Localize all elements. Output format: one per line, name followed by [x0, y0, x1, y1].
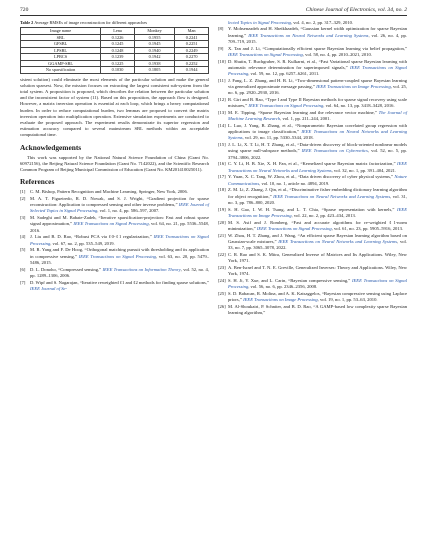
- reference-authors-title: J. Fang, L. Z. Zhang, and H. B. Li, “Two-dimensional pattern-coupled sparse Bayesian learning via generalized approximate message passing,”: [228, 77, 407, 89]
- table-cell: SBL: [21, 34, 101, 41]
- table-header-cell: Man: [175, 28, 209, 35]
- reference-number: [16]: [218, 161, 226, 167]
- reference-number: [17]: [218, 174, 226, 180]
- reference-details: , vol. 4, no. 2, pp. 317–329, 2010.: [290, 19, 354, 25]
- reference-venue-link[interactable]: IEEE Transactions on Signal Processing: [228, 64, 407, 76]
- reference-number: [24]: [218, 277, 226, 283]
- reference-authors-title: A. Ben-Israel and T. N. E. Greville,: [228, 264, 296, 270]
- reference-number: [25]: [218, 290, 226, 296]
- reference-details: Pattern Recognition and Machine Learning. Springer, New York, 2006.: [57, 189, 188, 195]
- reference-item: [218, 207, 407, 219]
- reference-number: [1]: [20, 189, 26, 195]
- table-cell: GGAMP-SBL: [21, 60, 101, 67]
- table-cell: 0.2251: [175, 41, 209, 48]
- reference-number: [26]: [218, 303, 226, 309]
- reference-authors-title: C. Y. Li, H. B. Xie, X. H. Fan, et al., “Kernelized sparse Bayesian matrix factorization,”: [228, 161, 398, 167]
- reference-venue-link[interactable]: IEEE Transactions on Image Processing: [243, 296, 318, 302]
- reference-item: [218, 291, 407, 303]
- references-list-left: [20, 189, 209, 292]
- reference-number: [22]: [218, 251, 226, 257]
- table-body: [21, 34, 209, 73]
- journal-title: Chinese Journal of Electronics, vol. 34, no. 2: [305, 6, 407, 13]
- reference-text: [228, 220, 407, 232]
- reference-authors-title: M. Sadeghi and M. Babaie-Zadeh, “Iterative sparsification-projection: Fast and robust sparse signal approximation,”: [30, 215, 209, 227]
- header-rule: [20, 15, 407, 16]
- reference-details: , vol. 67, no. 2, pp. 535–549, 2019.: [50, 240, 115, 246]
- reference-item: [218, 233, 407, 252]
- reference-text: [30, 215, 209, 234]
- table-cell: GFSBL: [21, 41, 101, 48]
- reference-authors-title: C. R. Rao and S. K. Mitra,: [228, 251, 282, 257]
- table-cell: 0.1938: [134, 60, 174, 67]
- reference-item: [218, 142, 407, 161]
- table-cell: 0.2249: [175, 47, 209, 54]
- reference-details: , vol. 56, no. 6, pp. 2346–2356, 2008.: [248, 283, 318, 289]
- reference-authors-title: J. L. Li, X. T. Li, H. T. Zhang, et al., “Data-driven discovery of block-oriented nonlinear models using sparse null-subspace methods,”: [228, 142, 407, 154]
- reference-text: [30, 189, 209, 195]
- reference-number: [8]: [218, 26, 224, 32]
- table-cell: 0.1805: [134, 67, 174, 74]
- reference-authors-title: C. M. Bishop,: [30, 189, 58, 195]
- reference-text: [228, 207, 407, 219]
- reference-venue-link[interactable]: The Journal of Machine Learning Research: [228, 109, 407, 122]
- reference-venue-link[interactable]: IEEE Transactions on Signal Processing: [228, 51, 303, 57]
- table-cell: 0.1226: [101, 34, 135, 41]
- body-paragraph: sistent solution) could eliminate the most elements of the particular solution and make the general solution sparsest. Now, the mission focuses on extracting the largest consistent sub-system from the total system. A proposition is proposed, which describes the relation between the particular solution and the inconsistent factor of system (11). Based on this proposition, the approach flow is designed. However, a matrix inversion operation is essential at each loop, which brings a heavy computational burden. In order to reduce computational burden, two lemmas are proposed to convert the matrix inversion operation into multiplication operation. Extensive simulation experiments are conducted to evaluate the proposed approach. The experiment results demonstrate its superior regression and estimation accuracy compared to several mainstream SBL methods within an acceptable computational time.: [20, 76, 209, 138]
- reference-venue-link[interactable]: IEEE Transactions on Neural Networks and Learning Systems: [278, 238, 398, 244]
- table-cell: 0.1030: [101, 67, 135, 74]
- rmse-table: [20, 27, 209, 74]
- table-cell: 0.2241: [175, 34, 209, 41]
- reference-item: [218, 20, 407, 26]
- table-row: [21, 67, 209, 74]
- reference-number: [19]: [218, 206, 226, 212]
- reference-number: [21]: [218, 232, 226, 238]
- left-column: [20, 20, 209, 317]
- reference-number: [23]: [218, 264, 226, 270]
- reference-number: [5]: [20, 247, 26, 253]
- reference-number: [2]: [20, 196, 26, 202]
- table-cell: 0.1940: [134, 47, 174, 54]
- reference-details: , vol. 32, no. 1, pp. 391–404, 2021.: [331, 167, 397, 173]
- reference-number: [11]: [218, 77, 226, 83]
- reference-item: [218, 265, 407, 277]
- running-header: [20, 5, 407, 14]
- table-cell: LPSBL: [21, 47, 101, 54]
- reference-text: [30, 267, 209, 279]
- reference-number: [15]: [218, 142, 226, 148]
- reference-venue-link[interactable]: IEEE Transactions on Signal Processing: [73, 221, 149, 227]
- reference-number: [6]: [20, 266, 26, 272]
- reference-details: , vol. 26, no. 4, pp. 709–719, 2015.: [228, 32, 407, 44]
- table-cell: 0.1239: [101, 54, 135, 61]
- reference-details: , vol. 52, no. 4, pp. 1289–1306, 2006.: [30, 266, 209, 278]
- reference-authors-title: Y. Mohsenzadeh and H. Sheikhzadeh, “Gaussian kernel width optimization for sparse Bayesian learning,”: [228, 26, 407, 38]
- reference-item: [218, 97, 407, 109]
- reference-number: [9]: [218, 45, 224, 51]
- reference-item: [20, 215, 209, 234]
- reference-text: [228, 278, 407, 290]
- reference-text: [228, 142, 407, 161]
- reference-details: , vol. 61, no. 23, pp. 5905–5916, 2013.: [331, 225, 404, 231]
- reference-item: [218, 161, 407, 173]
- reference-details: , vol. 22, no. 2, pp. 423–434, 2013.: [291, 212, 356, 218]
- reference-item: [20, 234, 209, 246]
- reference-details: , vol. 31, no. 3, pp. 786–800, 2020.: [228, 193, 408, 205]
- acknowledgements-text: This work was supported by the National Natural Science Foundation of China (Grant No. 60972156), the Beijing Natural Science Foundation (Grant No. 7142022), and the Scientific Research Common Program of Beijing Municipal Commission of Education (Grant No. KM201410025011).: [20, 154, 209, 173]
- reference-number: [20]: [218, 219, 226, 225]
- reference-item: [20, 247, 209, 266]
- table-cell: 0.1945: [134, 41, 174, 48]
- reference-item: [218, 123, 407, 142]
- reference-number: [218, 20, 228, 26]
- table-header-cell: Image name: [21, 28, 101, 35]
- table-cell: LPBCS: [21, 54, 101, 61]
- reference-item: [218, 187, 407, 206]
- reference-text: [30, 247, 209, 266]
- reference-details: , vol. 19, no. 1, pp. 53–63, 2010.: [317, 296, 378, 302]
- references-heading: References: [20, 177, 55, 187]
- reference-item: [20, 196, 209, 215]
- reference-venue-link[interactable]: IEEE Transactions on Neural Networks and Learning Systems: [228, 129, 408, 141]
- reference-number: [14]: [218, 122, 226, 128]
- reference-number: [3]: [20, 215, 26, 221]
- reference-authors-title: S. H. Gao, I. W. H. Tsang, and L. T. Chia, “Sparse representation with kernels,”: [228, 206, 398, 212]
- reference-number: [10]: [218, 58, 226, 64]
- table-cell: 0.1955: [134, 34, 174, 41]
- table-header-cell: Lena: [101, 28, 135, 35]
- reference-authors-title: S. H. Ji, Y. Xue, and L. Carin, “Bayesian compressive sensing,”: [228, 277, 352, 283]
- reference-authors-title: Z. M. Li, Z. Zhang, J. Qin, et al., “Discriminative fisher embedding dictionary learning algorithm for object recognition,”: [228, 187, 407, 199]
- reference-item: [20, 189, 209, 195]
- reference-authors-title: Y. Yuan, X. C. Tang, W. Zhou, et al., “Data driven discovery of cyber physical systems,”: [228, 174, 395, 180]
- reference-text: [30, 196, 209, 215]
- reference-item: [20, 280, 209, 292]
- reference-text: [228, 291, 407, 303]
- reference-venue-link[interactable]: IEEE Transactions on Signal Processing: [248, 103, 324, 109]
- reference-text: [228, 26, 407, 45]
- page-number: 720: [20, 6, 29, 13]
- table-cell: 0.2252: [175, 60, 209, 67]
- reference-venue-link[interactable]: IEEE Transactions on Neural Networks and Learning Systems: [248, 32, 369, 38]
- reference-venue-link[interactable]: IEEE Transactions on Information Theory: [102, 266, 181, 272]
- reference-text: [228, 233, 407, 252]
- reference-item: [218, 46, 407, 58]
- reference-text: [228, 161, 407, 173]
- reference-venue-link[interactable]: IEEE Transactions on Signal Processing: [228, 277, 407, 289]
- reference-authors-title: J. Liu and B. D. Rao, “Robust PCA via ℓ0-ℓ1 regularization,”: [30, 234, 154, 240]
- reference-venue-link[interactable]: Nature Communications: [228, 174, 407, 186]
- reference-venue-link[interactable]: IEEE Journal of Selected Topics in Signal Processing: [30, 202, 210, 214]
- reference-venue-link[interactable]: IEEE Transactions on Cybernetics: [301, 148, 368, 154]
- reference-number: [12]: [218, 96, 226, 102]
- reference-details: , vol. 10, no. 1, article no. 4894, 2019.: [259, 180, 330, 186]
- reference-authors-title: D. Shutin, T. Buchgraber, S. R. Kulkarni, et al., “Fast Variational sparse Bayesian learning with automatic relevance determination for superimposed signals,”: [228, 58, 407, 70]
- reference-details: , vol. 59, no. 12, pp. 6257–6261, 2011.: [248, 70, 320, 76]
- reference-details: , vol. 1, pp. 211–244, 2001.: [280, 116, 331, 122]
- table-cell: 0.1248: [101, 47, 135, 54]
- reference-details: , vol. 1, no. 4, pp. 586–597, 2007.: [97, 208, 160, 214]
- table-cell: 0.1944: [175, 67, 209, 74]
- table-cell: 0.2270: [175, 54, 209, 61]
- reference-authors-title: M. Al-Shoukairi, P. Schniter, and B. D. Rao, “A GAMP-based low complexity sparse Bayesian learning algorithm,”: [228, 303, 407, 315]
- reference-authors-title: X. Tan and J. Li, “Computationally efficient sparse Bayesian learning via belief propagation,”: [228, 45, 407, 51]
- reference-details: , vol. 63, no. 20, pp. 5479–5486, 2015.: [30, 253, 210, 265]
- table-cell: 0.1225: [101, 60, 135, 67]
- reference-text: [30, 234, 209, 246]
- table-cell: 0.1942: [134, 54, 174, 61]
- reference-venue-link[interactable]: IEEE Transactions on Neural Networks and Learning Systems: [228, 161, 407, 173]
- reference-text: [228, 304, 407, 316]
- reference-text: [228, 110, 407, 122]
- reference-details: Generalized Inverses: Theory and Applications. Wiley, New York, 1974.: [228, 264, 408, 276]
- reference-details: , vol. 29, no. 11, pp. 5330–5344, 2018.: [242, 135, 314, 141]
- reference-details: , vol. 64, no. 21, pp. 5536–5548, 2016.: [30, 221, 209, 233]
- two-column-body: [20, 20, 407, 317]
- reference-text: [228, 174, 407, 186]
- reference-authors-title: L. Luo, J. Yang, B. Zhang, et al., “Nonparametric Bayesian correlated group regression with applications to image classification,”: [228, 122, 407, 135]
- reference-number: [7]: [20, 279, 26, 285]
- reference-authors-title: M. E. Tipping, “Sparse Bayesian learning and the relevance vector machine,”: [228, 109, 379, 115]
- table-header-cell: Monkey: [134, 28, 174, 35]
- reference-authors-title: M. A. T. Figueiredo, R. D. Nowak, and S. J. Wright, “Gradient projection for sparse reconstruction: Application to compressed sensing and other inverse problems,”: [30, 196, 209, 208]
- reference-venue-link[interactable]: IEEE Journal of Se-: [30, 285, 68, 291]
- reference-venue-link[interactable]: lected Topics in Signal Processing: [228, 19, 291, 25]
- reference-venue-link[interactable]: IEEE Transactions on Signal Processing: [78, 253, 156, 259]
- reference-text: [228, 123, 407, 142]
- table-caption-text: Average RMSEs of image reconstruction for different approaches: [34, 19, 148, 25]
- reference-item: [218, 59, 407, 78]
- reference-text: [228, 78, 407, 97]
- table-cell: No sparsification: [21, 67, 101, 74]
- reference-authors-title: W. Zhou, H. T. Zhang, and J. Wang, “An efficient sparse Bayesian learning algorithm based on Gaussian-scale mixtures,”: [228, 232, 407, 244]
- reference-item: [218, 304, 407, 316]
- reference-number: [13]: [218, 109, 226, 115]
- reference-venue-link[interactable]: IEEE Transactions on Neural Networks and Learning Systems: [273, 193, 391, 199]
- reference-item: [218, 78, 407, 97]
- right-column: [218, 20, 407, 317]
- reference-text: [30, 280, 209, 292]
- reference-details: , vol. 58, no. 4, pp. 2010–2021, 2010.: [302, 51, 372, 57]
- reference-authors-title: D. L. Donoho, “Compressed sensing,”: [30, 266, 103, 272]
- reference-text: [228, 187, 407, 206]
- reference-details: Generalized Inverse of Matrices and Its Applications. Wiley, New York, 1971.: [228, 251, 407, 263]
- reference-number: [18]: [218, 187, 226, 193]
- reference-item: [20, 267, 209, 279]
- acknowledgements-heading: Acknowledgements: [20, 142, 82, 152]
- reference-details: , vol. 52, no. 5, pp. 3794–3806, 2022.: [228, 148, 407, 160]
- reference-venue-link[interactable]: IEEE Transactions on Image Processing: [316, 83, 391, 89]
- reference-venue-link[interactable]: IEEE Transactions on Signal Processing: [256, 225, 332, 231]
- table-caption: [20, 20, 209, 26]
- reference-authors-title: D. Wipf and S. Nagarajan, “Iterative reweighted ℓ1 and ℓ2 methods for finding sparse solutions,”: [30, 279, 209, 285]
- table-caption-label: Table 2: [20, 19, 34, 25]
- reference-item: [218, 110, 407, 122]
- reference-text: [228, 59, 407, 78]
- reference-details: , vol. 33, no. 7, pp. 3065–3078, 2022.: [228, 238, 407, 250]
- reference-authors-title: M. S. Asif and J. Romberg, “Fast and accurate algorithms for re-weighted ℓ1-norm minimization,”: [228, 219, 407, 231]
- reference-text: [228, 20, 407, 26]
- reference-details: , vol. 25, no. 6, pp. 2920–2930, 2016.: [228, 83, 407, 96]
- reference-item: [218, 26, 407, 45]
- reference-text: [228, 265, 407, 277]
- reference-venue-link[interactable]: IEEE Transactions on Image Processing: [228, 206, 407, 218]
- reference-text: [228, 97, 407, 109]
- references-list-right: [218, 20, 407, 317]
- reference-authors-title: R. Giri and B. Rao, “Type I and Type II Bayesian methods for sparse signal recovery using scale mixtures,”: [228, 96, 407, 109]
- reference-item: [218, 220, 407, 232]
- table-cell: 0.1245: [101, 41, 135, 48]
- reference-item: [218, 278, 407, 290]
- reference-number: [4]: [20, 234, 26, 240]
- reference-details: , vol. 64, no. 13, pp. 3418–3428, 2016.: [323, 103, 395, 109]
- reference-item: [218, 174, 407, 186]
- reference-authors-title: M. R. Yang and F. De Hoog, “Orthogonal matching pursuit with thresholding and its application in compressive sensing,”: [30, 247, 209, 259]
- reference-item: [218, 252, 407, 264]
- reference-text: [228, 252, 407, 264]
- reference-authors-title: S. D. Babacan, R. Molina, and A. K. Katsaggelos, “Bayesian compressive sensing using Laplace priors,”: [228, 290, 407, 302]
- reference-text: [228, 46, 407, 58]
- reference-venue-link[interactable]: IEEE Transactions on Signal Processing: [30, 234, 209, 246]
